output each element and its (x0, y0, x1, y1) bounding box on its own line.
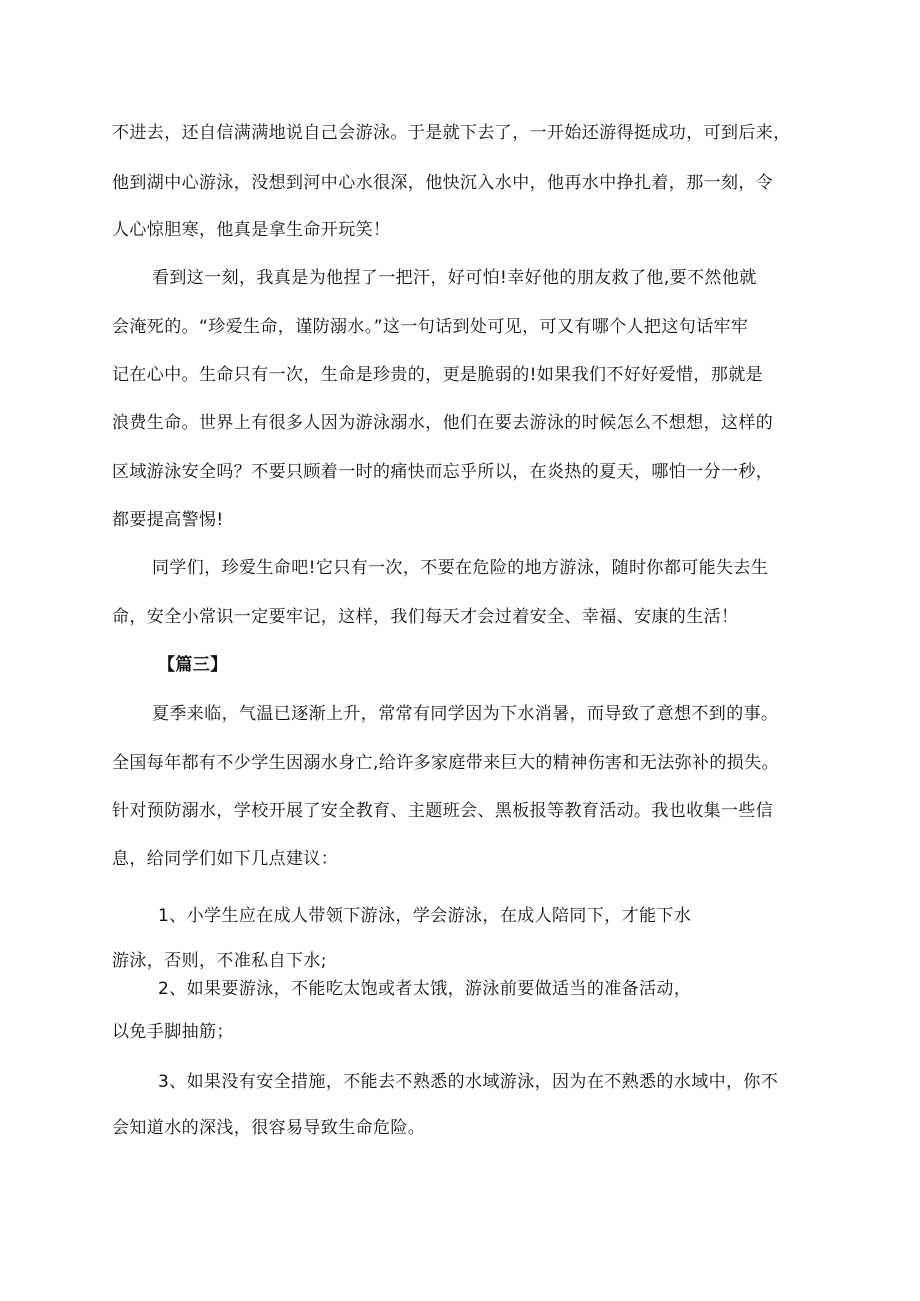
body-text-line: 针对预防溺水，学校开展了安全教育、主题班会、黑板报等教育活动。我也收集一些信 (112, 801, 774, 821)
body-text-line: 看到这一刻，我真是为他捏了一把汗，好可怕!幸好他的朋友救了他,要不然他就 (152, 268, 757, 288)
body-text-line: 记在心中。生命只有一次，生命是珍贵的，更是脆弱的!如果我们不好好爱惜，那就是 (112, 365, 764, 385)
list-item: 3、如果没有安全措施，不能去不熟悉的水域游泳，因为在不熟悉的水域中，你不 (158, 1072, 779, 1092)
list-item: 2、如果要游泳，不能吃太饱或者太饿，游泳前要做适当的准备活动， (158, 979, 692, 999)
section-heading: 【篇三】 (158, 655, 228, 675)
list-item-continuation: 以免手脚抽筋； (112, 1022, 234, 1042)
body-text-line: 命，安全小常识一定要牢记，这样，我们每天才会过着安全、幸福、安康的生活！ (112, 607, 739, 627)
body-text-line: 区域游泳安全吗？不要只顾着一时的痛快而忘乎所以，在炎热的夏天，哪怕一分一秒， (112, 462, 774, 482)
body-text-line: 息，给同学们如下几点建议： (112, 849, 339, 869)
body-text-line: 同学们，珍爱生命吧!它只有一次，不要在危险的地方游泳，随时你都可能失去生 (152, 558, 769, 578)
body-text-line: 他到湖中心游泳，没想到河中心水很深，他快沉入水中，他再水中挣扎着，那一刻，令 (112, 173, 774, 193)
list-item-continuation: 游泳，否则，不准私自下水; (112, 951, 327, 971)
body-text-line: 全国每年都有不少学生因溺水身亡,给许多家庭带来巨大的精神伤害和无法弥补的损失。 (112, 753, 780, 773)
list-item-continuation: 会知道水的深浅，很容易导致生命危险。 (112, 1118, 426, 1138)
body-text-line: 人心惊胆寒，他真是拿生命开玩笑！ (112, 220, 391, 240)
body-text-line: 会淹死的。“珍爱生命，谨防溺水。”这一句话到处可见，可又有哪个人把这句话牢牢 (112, 317, 749, 337)
body-text-line: 夏季来临，气温已逐渐上升，常常有同学因为下水消暑，而导致了意想不到的事。 (152, 704, 779, 724)
list-item: 1、小学生应在成人带领下游泳，学会游泳，在成人陪同下，才能下水 (158, 906, 692, 926)
body-text-line: 不进去，还自信满满地说自己会游泳。于是就下去了，一开始还游得挺成功，可到后来， (112, 123, 791, 143)
body-text-line: 浪费生命。世界上有很多人因为游泳溺水，他们在要去游泳的时候怎么不想想，这样的 (112, 413, 774, 433)
body-text-line: 都要提高警惕! (112, 510, 224, 530)
